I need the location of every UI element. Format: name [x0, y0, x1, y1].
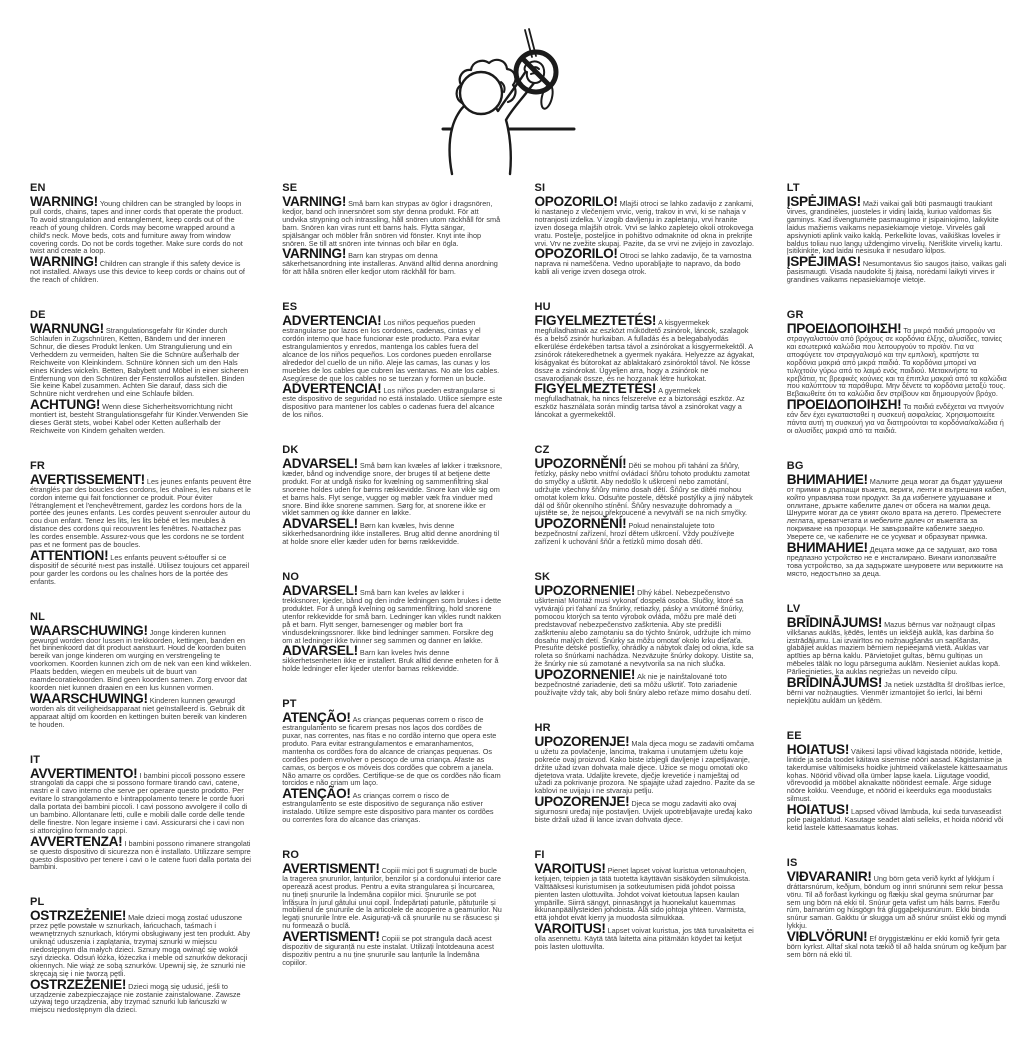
- warning-title: BRĪDINĀJUMS!: [786, 675, 883, 691]
- warning-text: Mazus bērnus var nožņaugt cilpas vilkšanas auklās, ķēdēs, lentēs un iekšējā auklā, kas darbina šo izstrādājumu. Lai izvairītos no nožņaugšanās un sapīšanās, glabājiet auklas maziem bērniem nepieejamā vietā. Auklas var aptīties ap bērna kaklu. Pārvietojiet gultas, bērnu gultiņas un mēbeles tālāk no logu pārseguma auklām. Nesieniet auklas kopā. Pārliecinieties, ka auklas negriežas un neveido cilpu.: [786, 619, 1001, 677]
- warning-paragraph: [786, 471, 1008, 542]
- warning-section-it: [30, 754, 251, 872]
- language-code-label: HU: [534, 301, 551, 314]
- warning-title: ADVERTENCIA!: [282, 313, 382, 329]
- language-code-label: BG: [786, 459, 804, 472]
- warning-text: As crianças correm o risco de estrangulamento se este dispositivo de segurança não estiver instalado. Utilize sempre este dispositivo para manter os cordões ou correntes fora do alcance das crianças.: [282, 791, 494, 825]
- warning-paragraph: [786, 741, 1008, 804]
- illustration-header: [0, 0, 1024, 182]
- warning-text: Mlajši otroci se lahko zadavijo z zankami, ki nastanejo z vlečenjem vrvic, verig, trakov in vrvi, ki se nahaja v notranjosti izdelka. V izogib davljenju in zapletanju, vrvi hranite izven dosega mlajših otrok. Vrvi se lahko zapletejo okoli otrokovega vratu. Postelje, posteljice in pohištvo odmaknite od okna in prekrijte vrvi. Vrv ne zvežite skupaj. Pazite, da se vrvi ne zvijejo in zavozlajo.: [534, 199, 755, 248]
- language-code-label: DE: [30, 309, 46, 322]
- language-code-label: DK: [282, 444, 299, 457]
- warning-paragraph: [30, 833, 252, 872]
- warning-paragraph: [786, 675, 1008, 705]
- warning-section-gr: [787, 309, 1008, 435]
- warning-paragraph: [534, 194, 756, 248]
- warning-section-bg: [787, 460, 1008, 578]
- warning-text: Barn kan strypas om denna säkerhetsanordning inte installeras. Använd alltid denna anordning för att hålla snören eller kedjor utom räckhåll för barn.: [282, 251, 498, 277]
- warning-section-sk: [535, 571, 756, 697]
- warning-title: OPOZORILO!: [534, 246, 618, 262]
- language-code-label: SI: [534, 182, 546, 194]
- warning-text: Pokud nenainstalujete toto bezpečnostní zařízení, hrozí dětem uškrcení. Vždy používejte zařízení k uchování šňůr a řetízků mimo dosah dětí.: [534, 521, 735, 547]
- warning-paragraph: [786, 802, 1008, 832]
- warning-paragraph: [282, 246, 503, 277]
- warning-text: Jonge kinderen kunnen gewurgd worden door lussen in trekkoorden, kettingen, banden en het binnenkoord dat dit product aanstuurt. Houd de koorden buiten bereik van jonge kinderen om wurging en verstrengeling te voorkomen. Koorden kunnen zich om de nek van een kind wikkelen. Plaats bedden, wiegen en meubels uit de buurt van raamdecoratiekoorden. Bind geen koorden samen. Zorg ervoor dat koorden niet kunnen draaien en een lus kunnen vormen.: [30, 627, 252, 692]
- warning-title: ACHTUNG!: [30, 397, 101, 413]
- warning-text: Nesumontavus šio saugos įtaiso, vaikas gali pasismaugti. Visada naudokite šį įtaisą, norėdami laikyti virves ir grandines vaikams nepasiekiamoje vietoje.: [786, 259, 1007, 285]
- warning-text: Ung börn geta verið kyrkt af lykkjum í dráttarsnúrum, keðjum, böndum og innri snúrunni sem rekur þessa vöru. Til að forðast kyrkingu og flækju skal geyma snúrurnar þar sem ung börn ná ekki til. Snúrur geta vafist um háls barns. Færðu rúm, barnarúm og húsgögn frá gluggaþekjusnúrum. Ekki binda snúrur saman. Gakktu úr skugga um að snúrur snúist ekki og myndi lykkju.: [786, 873, 1007, 931]
- warning-paragraph: [534, 667, 756, 697]
- warning-title: FIGYELMEZTETÉS!: [534, 313, 657, 329]
- warning-text: A gyermekek megfulladhatnak, ha nincs felszerelve ez a biztonsági eszköz. Az eszköz használata során mindig tartsa távol a zsinórokat vagy a láncokat a gyermekektől.: [534, 386, 745, 420]
- warning-title: OSTRZEŻENIE!: [30, 908, 127, 924]
- warning-paragraph: [30, 397, 251, 435]
- warning-text: Lapsed võivad lämbuda, kui seda turvaseadist pole paigaldatud. Kasutage seadet alati selleks, et hoida nöörid või ketid lastele kättesaamatus kohas.: [786, 807, 1004, 832]
- warning-text: Los niños pequeños pueden estrangularse por lazos en los cordones, cadenas, cintas y el cordón interno que hace funcionar este producto. Para evitar estrangulamientos y enredos, mantenga los cables fuera del alcance de los niños pequeños. Los cordones pueden enrollarse alrededor del cuello de un niño. Aleje las camas, las cunas y los muebles de los cables que cubren las ventanas. No ate los cables. Asegúrese de que los cables no se tuerzan y formen un bucle.: [282, 318, 500, 383]
- warning-paragraph: [534, 583, 756, 669]
- warning-title: ADVERTENCIA!: [282, 381, 382, 397]
- language-code-label: NO: [282, 571, 300, 584]
- warning-paragraph: [30, 321, 251, 399]
- warning-text: Børn kan kvæles, hvis denne sikkerhedsanordning ikke installeres. Brug altid denne anordning til at holde snore eller kæder uden for børns rækkevidde.: [282, 521, 500, 547]
- warning-title: OPOZORILO!: [534, 194, 618, 209]
- language-code-label: SE: [282, 182, 298, 194]
- warning-title: VIÐVARANIR!: [786, 868, 872, 884]
- warning-paragraph: [534, 860, 756, 923]
- warning-text: Små barn kan kveles av løkker i trekksnorer, kjeder, bånd og den indre ledningen som brukes i dette produktet. For å unngå kvelning og sammenfiltring, hold snorene utenfor rekkevidde for små barn. Ledninger kan vikles rundt nakken på et barn. Flytt senger, barnesenger og møbler bort fra vindusdekningssnorer. Ikke bind ledninger sammen. Forsikre deg om at ledninger ikke tvinner seg sammen og danner en løkke.: [282, 588, 502, 645]
- warning-text: Väikesi lapsi võivad kägistada nööride, kettide, lintide ja seda toodet käitava sisemise nööri aasad. Kägistamise ja takerdumise vältimiseks hoidke juhtmeid väikelastele kättesaamatus kohas. Nöörid võivad olla ümber lapse kaela. Liigutage voodid, võrevoodid ja mööbel aknakatte nööridest eemale. Ärge siduge nööre kokku. Veenduge, et nöörid ei keerduks ega moodustaks silmust.: [786, 746, 1008, 804]
- warning-paragraph: [534, 921, 756, 952]
- warning-text: Wenn diese Sicherheitsvorrichtung nicht montiert ist, besteht Strangulationsgefahr für Kinder.Verwenden Sie dieses Gerät stets, wobei Kabel oder Ketten außerhalb der Reichweite von Kindern gehalten werden.: [30, 402, 249, 435]
- warning-title: ВНИМАНИЕ!: [786, 540, 868, 556]
- warning-title: VARNING!: [282, 194, 347, 209]
- warning-text: A kisgyermekek megfulladhatnak az eszközt működtető zsinórok, láncok, szalagok és a belső zsinór hurkaiban. A fulladás és a belegabalyodás elkerülése érdekében tartsa távol a zsinórokat a kisgyermekektől. A zsinórok rátekeredhetnek a gyermek nyakára. Helyezze az ágyakat, kiságyakat és bútorokat az ablaktakaró zsinóroktól távol. Ne kösse össze a zsinórokat. Ügyeljen arra, hogy a zsinórok ne csavarodjanak össze, és ne hozzanak létre hurkokat.: [534, 318, 755, 383]
- warning-title: BRĪDINĀJUMS!: [786, 614, 883, 630]
- warning-paragraph: [30, 908, 251, 978]
- warning-title: WARNUNG!: [30, 321, 104, 337]
- warning-paragraph: [30, 254, 251, 285]
- language-code-label: FR: [30, 459, 46, 472]
- warning-title: WAARSCHUWING!: [30, 690, 148, 706]
- warning-title: ΠΡΟΕΙΔΟΠΟΙΗΣΗ!: [786, 397, 902, 413]
- warning-columns: [0, 182, 1024, 1039]
- warning-title: OSTRZEŻENIE!: [30, 976, 127, 992]
- warning-text: Τα παιδιά ενδέχεται να πνιγούν εάν δεν έχει εγκατασταθεί η συσκευή ασφαλείας. Χρησιμοποιείτε πάντα αυτή τη συσκευή για να διατηρούνται τα κορδόνια/καλώδια ή οι αλυσίδες μακριά από τα παιδιά.: [786, 402, 1004, 435]
- warning-title: VAROITUS!: [534, 921, 606, 937]
- warning-section-no: [282, 571, 503, 673]
- warning-paragraph: [30, 976, 251, 1015]
- warning-text: Децата може да се задушат, ако това предпазно устройство не е инсталирано. Винаги използвайте това устройство, за да задържате шнуровете или верижките на място, недостъпно за деца.: [786, 545, 1003, 578]
- warning-paragraph: [534, 794, 756, 825]
- warning-text: Lapset voivat kuristua, jos tätä turvalaitetta ei olla asennettu. Käytä tätä laitetta aina pitämään köydet tai ketjut pois lasten ulottuvilta.: [534, 926, 754, 952]
- warning-text: Otroci se lahko zadavijo, če ta varnostna naprava ni nameščena. Vedno uporabljajte to napravo, da bodo kabli ali verige izven dosega otrok.: [534, 251, 752, 277]
- warning-section-en: [30, 182, 251, 284]
- warning-column-1: [30, 182, 251, 1039]
- warning-title: HOIATUS!: [786, 802, 850, 818]
- warning-paragraph: [786, 254, 1008, 285]
- warning-paragraph: [534, 456, 756, 518]
- warning-title: ADVARSEL!: [282, 456, 358, 472]
- warning-title: UPOZORNĚNÍ!: [534, 516, 627, 532]
- warning-text: Малките деца могат да бъдат удушени от примки в дърпащи въжета, вериги, ленти и вътрешния кабел, който управлява този продукт. За да избегнете удушаване и оплитане, дръжте кабелите далеч от обсега на малки деца. Шнурите могат да се увият около врата на детето. Преместете леглата, креватчетата и мебелите далеч от въжетата за покриване на прозорци. Не завързвайте кабелите заедно. Уверете се, че кабелите не се усукват и образуват примка.: [786, 476, 1007, 542]
- warning-paragraph: [30, 194, 251, 256]
- warning-section-de: [30, 309, 251, 435]
- language-code-label: IS: [786, 856, 798, 869]
- warning-text: Pienet lapset voivat kuristua vetonauhojen, ketjujen, teippien ja tätä tuotetta käyttävän sisäköyden silmukoista. Välttääksesi kuristumisen ja sotkeutumisen pidä johdot poissa pienten lasten ulottuvilta. Johdot voivat kietoutua lapsen kaulan ympärille. Siirrä sängyt, pinnasängyt ja huonekalut kauemmas ikkunanpäällysteiden johdoista. Älä sido johtoja yhteen. Varmista, että johdot eivät kierry ja muodosta silmukkaa.: [534, 865, 751, 923]
- warning-column-2: [282, 182, 503, 992]
- child-head: [460, 72, 502, 114]
- warning-text: Copiii mici pot fi sugrumați de bucle la tragerea șnururilor, lanțurilor, benzilor și a cordonului interior care operează acest produs. Pentru a evita strangularea și încurcarea, nu țineți șnururile la îndemâna copiilor mici. Șnururile se pot înfășura în jurul gâtului unui copil. Îndepărtați paturile, pătuțurile și mobilierul de șnururile de la articolele de acoperire a geamurilor. Nu legați șnururile între ele. Asigurați-vă că șnururile nu se răsucesc și nu formează o buclă.: [282, 865, 502, 931]
- language-code-label: ES: [282, 301, 298, 314]
- warning-paragraph: [786, 540, 1008, 578]
- warning-text: Los niños pueden estrangularse si este dispositivo de seguridad no está instalado. Utilice siempre este dispositivo para mantener los cables o cadenas fuera del alcance de los niños.: [282, 386, 503, 420]
- warning-title: ВНИМАНИЕ!: [786, 471, 868, 487]
- warning-paragraph: [786, 194, 1008, 256]
- warning-text: Ja netiek uzstādīta šī drošības ierīce, bērni var nožņaugties. Vienmēr izmantojiet šo ierīci, lai bērni nepiekļūtu auklām un ķēdēm.: [786, 680, 1006, 705]
- warning-title: AVERTISMENT!: [282, 929, 380, 945]
- warning-section-hr: [535, 722, 756, 824]
- language-code-label: CZ: [534, 444, 550, 457]
- language-code-label: PL: [30, 896, 45, 909]
- warning-paragraph: [282, 643, 503, 674]
- warning-title: ĮSPĖJIMAS!: [786, 254, 861, 270]
- warning-text: I bambini possono rimanere strangolati se questo dispositivo di sicurezza non è installato. Utilizzare sempre questo dispositivo per tenere i cavi o le catene fuori dalla portata dei bambini.: [30, 838, 252, 872]
- warning-title: WARNING!: [30, 254, 98, 270]
- warning-text: Ef öryggistækinu er ekki komið fyrir geta börn kyrkst. Alltaf skal nota tækið til að halda snúrum og keðjum þar sem börn ná ekki til.: [786, 934, 1007, 959]
- warning-title: ĮSPĖJIMAS!: [786, 194, 861, 209]
- warning-paragraph: [30, 690, 251, 729]
- language-code-label: FI: [534, 848, 545, 861]
- language-code-label: EN: [30, 182, 46, 194]
- warning-paragraph: [30, 548, 251, 586]
- warning-section-fi: [535, 849, 756, 951]
- language-code-label: SK: [534, 571, 551, 584]
- warning-paragraph: [282, 381, 503, 420]
- warning-paragraph: [786, 868, 1008, 931]
- warning-paragraph: [282, 456, 503, 518]
- warning-paragraph: [534, 733, 756, 796]
- warning-text: As crianças pequenas correm o risco de estrangulamento se ficarem presas nos laços dos cordões de puxar, nas correntes, nas fitas e no cordão interno que opera este produto. Para evitar estrangulamentos e emaranhamentos, mantenha os cordões fora do alcance de crianças pequenas. Os cordões podem envolver o pescoço de uma criança. Afaste as camas, os berços e os móveis dos cordões que cobrem a janela. Não amarre os cordões. Certifique-se de que os cordões não ficam torcidos e não criam um laço.: [282, 715, 501, 788]
- warning-title: ADVARSEL!: [282, 516, 358, 532]
- warning-column-4: [787, 182, 1008, 984]
- warning-title: ADVARSEL!: [282, 583, 358, 599]
- warning-section-ee: [787, 730, 1008, 832]
- warning-text: Mala djeca mogu se zadaviti omčama u užetu za povlačenje, lancima, trakama i unutarnjem užetu koje pokreće ovaj proizvod. Kako biste izbjegli davljenje i zapetljavanje, držite užad izvan dohvata male djece. Užice se mogu omotati oko djetetova vrata. Udaljite krevete, dječje krevetiće i namještaj od užadi za pokrivanje prozora. Ne spajajte užad zajedno. Pazite da se kablovi ne uvijaju i ne stvaraju petlju.: [534, 738, 755, 796]
- warning-paragraph: [30, 622, 252, 692]
- warning-paragraph: [534, 516, 756, 547]
- warning-paragraph: [534, 246, 756, 277]
- warning-text: Young children can be strangled by loops in pull cords, chains, tapes and inner cords that operate the product. To avoid strangulation and entanglement, keep cords out of the reach of young children. Cords may become wrapped around a child's neck. Move beds, cots and furniture away from window covering cords. Do not be cords together. Make sure cords do not twist and create a loop.: [30, 199, 244, 256]
- warning-section-es: [282, 301, 503, 419]
- warning-section-ro: [282, 849, 503, 967]
- warning-paragraph: [786, 321, 1008, 399]
- warning-section-pt: [282, 698, 503, 824]
- warning-title: AVERTISSEMENT!: [30, 471, 145, 487]
- warning-title: FIGYELMEZTETÉS!: [534, 381, 657, 397]
- warning-title: UPOZORNENIE!: [534, 583, 636, 599]
- language-code-label: LV: [786, 602, 801, 615]
- warning-section-lt: [787, 182, 1008, 284]
- warning-paragraph: [534, 313, 756, 383]
- warning-section-is: [787, 857, 1008, 959]
- warning-title: HOIATUS!: [786, 741, 850, 757]
- warning-text: Ak nie je nainštalované toto bezpečnostné zariadenie, deti sa môžu uškrtiť. Toto zariadenie používajte vždy tak, aby boli šnúry alebo reťaze mimo dosahu detí.: [534, 672, 752, 697]
- warning-paragraph: [282, 710, 503, 788]
- warning-title: UPOZORENJE!: [534, 794, 630, 810]
- warning-title: ADVARSEL!: [282, 643, 358, 659]
- warning-title: ΠΡΟΕΙΔΟΠΟΙΗΣΗ!: [786, 321, 902, 337]
- warning-text: Les enfants peuvent s›étouffer si ce dispositif de sécurité n›est pas installé. Utilisez toujours cet appareil pour garder les cordons ou les chaînes hors de la portée des enfants.: [30, 553, 250, 586]
- warning-title: VIÐLVÖRUN!: [786, 929, 868, 945]
- language-code-label: HR: [534, 721, 551, 734]
- warning-title: ATENÇÃO!: [282, 710, 351, 726]
- warning-paragraph: [282, 786, 503, 825]
- warning-section-lv: [787, 603, 1008, 705]
- warning-title: VARNING!: [282, 246, 347, 262]
- warning-text: Małe dzieci mogą zostać uduszone przez pętle powstałe w sznurkach, łańcuchach, taśmach i wewnętrznych sznurkach, którymi obsługiwany jest ten produkt. Aby uniknąć uduszenia i zaplątania, trzymaj sznurki w miejscu niedostępnym dla małych dzieci. Sznury mogą owinąć się wokół szyi dziecka. Odsuń łóżka, łóżeczka i meble od sznurków dekoracji okiennych. Nie wiąż ze sobą sznurków. Upewnij się, że sznurki nie skręcają się i nie tworzą pętli.: [30, 913, 251, 978]
- warning-text: Children can strangle if this safety device is not installed. Always use this device to keep cords or chains out of the reach of children.: [30, 259, 245, 285]
- warning-text: I bambini piccoli possono essere strangolati da cappi che si possono formare tirando cavi, catene, nastri e il cavo interno che serve per operare questo prodotto. Per evitare lo strangolamento e l›intrappolamento tenere le corde fuori dalla portata dei bambini piccoli. I cavi possono avvolgere il collo di un bambino. Allontanare letti, culle e mobili dalle corde delle tende delle finestre. Non legare insieme i cavi. Assicurarsi che i cavi non si attorciglino formando cappi.: [30, 770, 248, 835]
- warning-text: Dlhý kábel. Nebezpečenstvo uškrtenia! Montáž musí vykonať dospelá osoba. Slučky, ktoré sa vytvárajú pri ťahaní za šnúrky, retiazky, pásky a vnútorné šnúrky, pomocou ktorých sa tento výrobok ovláda, môžu pre malé deti predstavovať nebezpečenstvo zaškrtenia. Aby ste predišli zaškrteniu alebo zamotaniu sa do týchto šnúrok, udržujte ich mimo dosahu malých detí. Šnúrky sa môžu omotať okolo krku dieťaťa. Presuňte detské postieľky, ohrádky a nábytok ďalej od okna, kde sa roleta so šnúrkami nachádza. Nezväzujte šnúrky dokopy. Uistite sa, že šnúrky nie sú zamotané a nevytvorila sa na nich slučka.: [534, 588, 754, 669]
- warning-section-hu: [535, 301, 756, 419]
- warning-text: Les jeunes enfants peuvent être étranglés par des boucles des cordons, les chaînes, les rubans et le cordon interne qui fait fonctionner ce produit. Pour éviter l'étranglement et l'enchevêtrement, gardez les cordons hors de la portée des jeunes enfants. Les cordes peuvent s›enrouler autour du cou d›un enfant. Tenez les lits, les lits bébé et les meubles à distance des cordons qui recouvrent les fenêtres. N›attachez pas les cordes ensemble. Assurez-vous que les cordons ne se tordent pas et ne forment pas de boucles.: [30, 476, 252, 550]
- warning-section-cz: [535, 444, 756, 546]
- warning-section-si: [535, 182, 756, 276]
- warning-text: Dzieci mogą się udusić, jeśli to urządzenie zabezpieczające nie zostanie zainstalowane. Zawsze używaj tego urządzenia, aby trzymać sznurki lub łańcuszki w miejscu niedostępnym dla dzieci.: [30, 981, 241, 1015]
- warning-title: VAROITUS!: [534, 860, 606, 876]
- warning-text: Små barn kan strypas av öglor i dragsnören, kedjor, band och innersnöret som styr denna produkt. För att undvika strypning och intrassling, håll snören utom räckhåll för små barn. Snören kan viras runt ett barns hals. Flytta sängar, spjälsängar och möbler från snören vid fönster. Knyt inte ihop snören. Se till att snören inte tvinnas och bilar en ögla.: [282, 199, 501, 248]
- warning-paragraph: [30, 471, 252, 550]
- warning-column-3: [535, 182, 756, 976]
- warning-text: Maži vaikai gali būti pasmaugti traukiant virves, grandinėles, juosteles ir vidinį laidą, kuriuo valdomas šis gaminys. Kad išvengtumėte pasmaugimo ir įsipainiojimo, laikykite laidus mažiems vaikams nepasiekiamoje vietoje. Virvelės gali apsivynioti aplink vaiko kaklą. Perkelkite lovas, vaikiškas loveles ir baldus toliau nuo langų uždengimo virvelių. Neriškite virvelių kartu. Įsitikinkite, kad laidai nesisuka ir nesudaro kilpos.: [786, 199, 1003, 256]
- warning-paragraph: [282, 313, 503, 383]
- language-code-label: LT: [786, 182, 800, 194]
- warning-text: Små børn kan kvæles af løkker i træksnore, kæder, bånd og indvendige snore, der bruges til at betjene dette produkt. For at undgå risiko for kvælning og sammenfiltring skal snorene holdes uden for børns rækkevidde. Snore kan vikle sig om et barns hals. Flyt senge, vugger og møbler væk fra vinduer med snore. Bind ikke snorene sammen. Sørg for, at snorene ikke er viklet sammen og ikke danner en løkke.: [282, 461, 503, 518]
- warning-paragraph: [786, 929, 1008, 959]
- warning-paragraph: [786, 397, 1008, 435]
- warning-section-nl: [30, 611, 251, 729]
- warning-paragraph: [30, 765, 251, 835]
- warning-title: AVERTISMENT!: [282, 860, 380, 876]
- warning-text: Copiii se pot strangula dacă acest dispozitiv de siguranță nu este instalat. Utilizați întotdeauna acest dispozitiv pentru a nu ține șnururile sau lanțurile la îndemâna copiilor.: [282, 934, 494, 967]
- warning-title: ATENÇÃO!: [282, 786, 351, 802]
- warning-title: AVVERTIMENTO!: [30, 765, 138, 781]
- warning-text: Τα μικρά παιδιά μπορούν να στραγγαλιστούν από βρόχους σε κορδόνια έλξης, αλυσίδες, ταινίες και εσωτερικά καλώδια που λειτουργούν το προϊόν. Για να αποφύγετε τον στραγγαλισμό και την εμπλοκή, κρατήστε τα κορδόνια μακριά από μικρά παιδιά. Τα κορδόνια μπορεί να τυλιχτούν γύρω από το λαιμό ενός παιδιού. Μετακινήστε τα κρεβάτια, τις βρεφικές κούνιες και τα έπιπλα μακριά από τα καλώδια που καλύπτουν τα παράθυρα. Μην δένετε τα κορδόνια μεταξύ τους. Βεβαιωθείτε ότι τα καλώδια δεν στρίβουν και δημιουργούν βρόχο.: [786, 326, 1007, 399]
- warning-paragraph: [534, 381, 756, 420]
- warning-text: Djeca se mogu zadaviti ako ovaj sigurnosni uređaj nije postavljen. Uvijek upotrebljavajte uređaj kako biste držali užad ili lance izvan dohvata djece.: [534, 799, 753, 825]
- language-code-label: IT: [30, 753, 41, 766]
- warning-paragraph: [282, 194, 503, 248]
- warning-title: UPOZORENJE!: [534, 733, 630, 749]
- warning-paragraph: [282, 860, 503, 931]
- warning-title: AVVERTENZA!: [30, 833, 123, 849]
- warning-text: Děti se mohou při tahání za šňůry, řetízky, pásky nebo vnitřní ovládací šňůru tohoto produktu zamotat do smyčky a uškrtit. Aby nedošlo k uškrcení nebo zamotání, udržujte všechny šňůry mimo dosah dětí. Šňůry se dítěti mohou omotat kolem krku. Odsuňte postele, dětské postýlky a jiný nábytek dál od šňůr okenního stínění. Šňůry nesvazujte dohromady a ujistěte se, že nejsou překroucené a nevytváří se na nich smyčky.: [534, 461, 753, 518]
- warning-text: Strangulationsgefahr für Kinder durch Schlaufen in Zugschnüren, Ketten, Bändern und der inneren Schnur, die dieses Produkt lenken. Um Strangulierung und ein Verheddern zu vermeiden, halten Sie die Schnüre außerhalb der Reichweite von Kleinkindern. Schnüre können sich um den Hals eines Kindes wickeln. Betten, Babybett und Möbel in einer sicheren Entfernung von den Schnüren der Fensterrollos aufstellen. Binden Sie keine Kabel zusammen. Achten Sie darauf, dass sich die Schnüre nicht verdrehen und eine Schlaufe bilden.: [30, 326, 249, 399]
- warning-paragraph: [282, 583, 503, 645]
- language-code-label: EE: [786, 729, 802, 742]
- language-code-label: GR: [786, 309, 804, 322]
- warning-section-pl: [30, 896, 251, 1014]
- warning-text: Kinderen kunnen gewurgd worden als dit veiligheidsapparaat niet geïnstalleerd is. Gebruik dit apparaat altijd om koorden en kettingen buiten bereik van kinderen te houden.: [30, 695, 247, 729]
- child-cord-prohibition-illustration: [400, 8, 650, 178]
- language-code-label: NL: [30, 610, 46, 623]
- warning-paragraph: [282, 929, 503, 967]
- warning-title: UPOZORNENIE!: [534, 667, 636, 683]
- warning-section-dk: [282, 444, 503, 546]
- warning-title: WAARSCHUWING!: [30, 622, 148, 638]
- warning-section-se: [282, 182, 503, 276]
- warning-section-fr: [30, 460, 251, 586]
- warning-text: Barn kan kveles hvis denne sikkerhetsenheten ikke er installert. Bruk alltid denne enheten for å holde ledninger eller kjeder utenfor barnas rekkevidde.: [282, 648, 499, 674]
- warning-title: ATTENTION!: [30, 548, 109, 563]
- warning-title: WARNING!: [30, 194, 98, 209]
- warning-title: UPOZORNĚNÍ!: [534, 456, 627, 472]
- warning-paragraph: [282, 516, 503, 547]
- language-code-label: PT: [282, 698, 297, 711]
- language-code-label: RO: [282, 848, 300, 861]
- warning-paragraph: [786, 614, 1008, 677]
